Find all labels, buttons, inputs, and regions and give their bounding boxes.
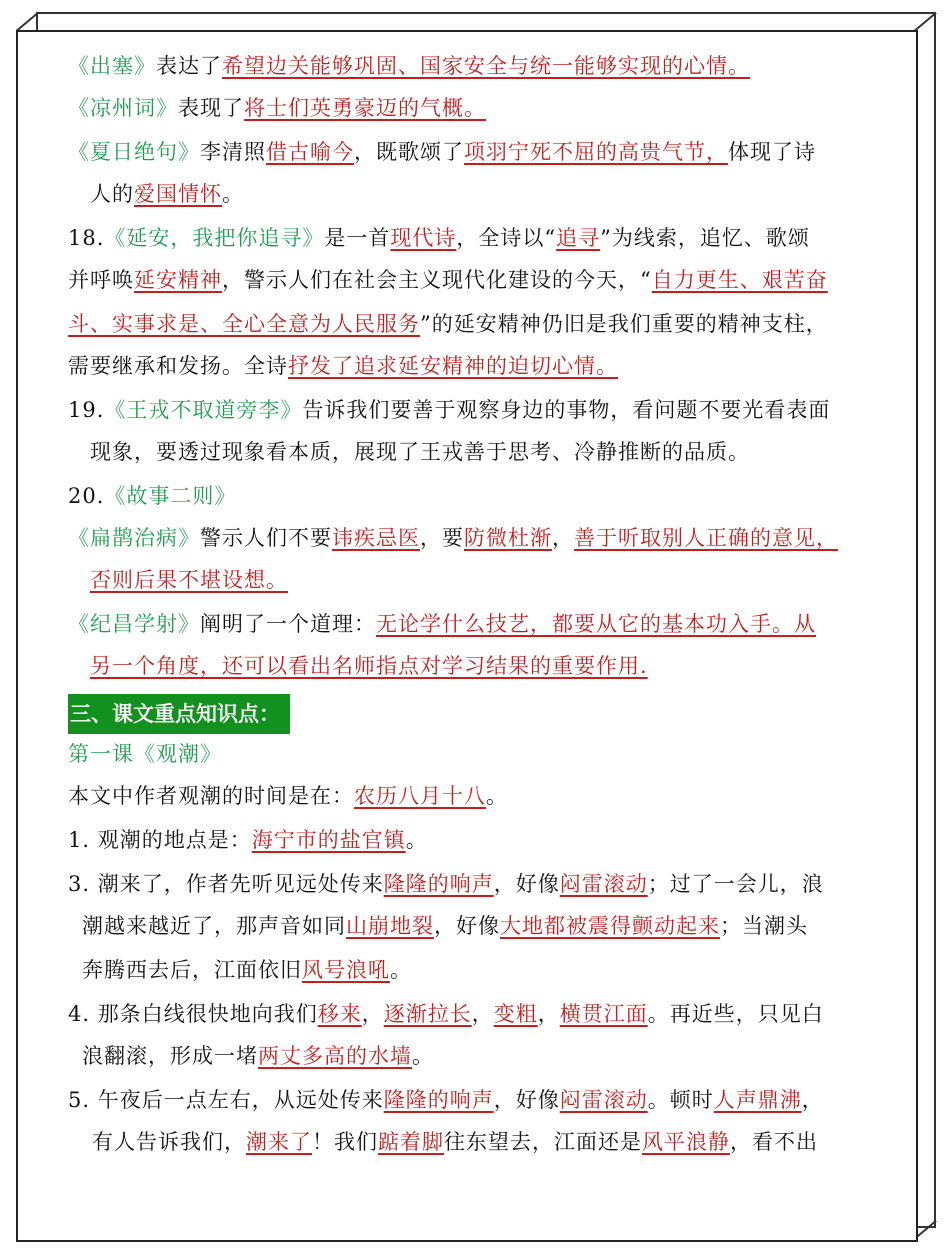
body-text: 告诉我们要善于观察身边的事物，看问题不要光看表面 — [302, 398, 831, 422]
key-answer-text: 横贯江面 — [559, 1002, 648, 1026]
body-text: 本文中作者观潮的时间是在： — [68, 784, 354, 808]
key-answer-text: 追寻 — [556, 226, 601, 250]
key-answer-text: 自力更生、艰苦奋 — [651, 268, 828, 292]
key-answer-text: 善于听取别人正确的意见， — [574, 526, 838, 550]
body-text: ”为线索，追忆、歌颂 — [600, 226, 810, 250]
body-text: 20. — [68, 484, 105, 508]
text-line — [68, 138, 816, 166]
body-text: ， — [361, 1002, 384, 1026]
key-answer-text: 延安精神 — [134, 268, 222, 292]
text-line — [90, 438, 750, 466]
body-text: 。 — [412, 1044, 434, 1068]
body-text: ， — [471, 1002, 494, 1026]
key-answer-text: 海宁市的盐官镇 — [251, 828, 406, 852]
text-line — [68, 396, 830, 424]
section-heading — [68, 694, 290, 734]
body-text: ，看不出 — [730, 1130, 818, 1154]
text-line — [90, 180, 244, 208]
body-text: ！我们 — [312, 1130, 378, 1154]
key-answer-text: 希望边关能够巩固、国家安全与统一能够实现的心情。 — [222, 54, 750, 78]
body-text: 。顿时 — [647, 1088, 714, 1112]
body-text: ， — [801, 1088, 824, 1112]
key-answer-text: 闷雷滚动 — [559, 872, 648, 896]
body-text: ，警示人们在社会主义现代化建设的今天，“ — [222, 268, 652, 292]
body-text: 潮越来越近了，那声音如同 — [82, 914, 346, 938]
body-text: 往东望去，江面还是 — [444, 1130, 642, 1154]
title-text: 《故事二则》 — [104, 484, 237, 508]
key-answer-text: 山崩地裂 — [346, 914, 434, 938]
body-text: 。 — [390, 958, 412, 982]
title-text: 第一课《观潮》 — [68, 742, 222, 766]
text-line — [90, 652, 648, 680]
title-text: 《扁鹊治病》 — [68, 526, 200, 550]
body-text: 19. — [68, 398, 105, 422]
key-answer-text: 斗、实事求是、全心全意为人民服务 — [68, 312, 420, 336]
key-answer-text: 两丈多高的水墙 — [258, 1044, 412, 1068]
body-text: ”的延安精神仍旧是我们重要的精神支柱， — [420, 312, 828, 336]
text-line — [82, 912, 808, 940]
body-text: ，好像 — [434, 914, 500, 938]
body-text: 警示人们不要 — [200, 526, 332, 550]
text-line — [68, 310, 828, 338]
title-text: 《王戎不取道旁李》 — [104, 398, 303, 422]
title-text: 《延安，我把你追寻》 — [104, 226, 325, 250]
key-answer-text: 讳疾忌医 — [332, 526, 420, 550]
body-text: 18. — [68, 226, 105, 250]
body-text: 1. 观潮的地点是： — [68, 828, 252, 852]
body-text: ，好像 — [493, 1088, 560, 1112]
text-line — [68, 94, 486, 122]
text-line — [82, 1042, 434, 1070]
text-line — [82, 956, 412, 984]
text-line — [68, 1086, 824, 1114]
body-text: 有人告诉我们， — [92, 1130, 246, 1154]
text-line — [68, 482, 236, 510]
body-text: 5. 午夜后一点左右，从远处传来 — [68, 1088, 384, 1112]
title-text: 《夏日绝句》 — [68, 140, 200, 164]
key-answer-text: 风平浪静 — [642, 1130, 730, 1154]
key-answer-text: 闷雷滚动 — [559, 1088, 648, 1112]
text-line — [68, 266, 828, 294]
body-text: 4. 那条白线很快地向我们 — [68, 1002, 318, 1026]
body-text: ；当潮头 — [720, 914, 808, 938]
body-text: ， — [552, 526, 574, 550]
text-line — [68, 224, 810, 252]
key-answer-text: 变粗 — [493, 1002, 538, 1026]
body-text: 浪翻滚，形成一堵 — [82, 1044, 258, 1068]
text-line — [68, 352, 618, 380]
body-text: ，全诗以“ — [456, 226, 557, 250]
key-answer-text: 项羽宁死不屈的高贵气节， — [464, 140, 728, 164]
key-answer-text: 抒发了追求延安精神的迫切心情。 — [288, 354, 618, 378]
key-answer-text: 潮来了 — [246, 1130, 312, 1154]
body-text: 并呼唤 — [68, 268, 134, 292]
body-text: 。 — [405, 828, 428, 852]
section-heading-text: 三、课文重点知识点： — [70, 702, 280, 726]
text-line — [68, 1000, 824, 1028]
key-answer-text: 将士们英勇豪迈的气概。 — [244, 96, 486, 120]
text-line — [68, 782, 508, 810]
key-answer-text: 农历八月十八 — [354, 784, 486, 808]
body-text: 现象，要透过现象看本质，展现了王戎善于思考、冷静推断的品质。 — [90, 440, 750, 464]
body-text: 。 — [486, 784, 508, 808]
body-text: 。再近些，只见白 — [647, 1002, 824, 1026]
title-text: 《纪昌学射》 — [68, 612, 200, 636]
body-text: 是一首 — [324, 226, 391, 250]
key-answer-text: 移来 — [317, 1002, 362, 1026]
key-answer-text: 逐渐拉长 — [383, 1002, 472, 1026]
text-line — [68, 740, 222, 768]
body-text: 人的 — [90, 182, 134, 206]
key-answer-text: 踮着脚 — [378, 1130, 444, 1154]
body-text: 奔腾西去后，江面依旧 — [82, 958, 302, 982]
body-text: 阐明了一个道理： — [200, 612, 376, 636]
body-text: ，要 — [420, 526, 464, 550]
body-text: 李清照 — [200, 140, 266, 164]
text-line — [92, 1128, 818, 1156]
key-answer-text: 否则后果不堪设想。 — [90, 568, 288, 592]
key-answer-text: 人声鼎沸 — [713, 1088, 802, 1112]
key-answer-text: 无论学什么技艺，都要从它的基本功入手。从 — [376, 612, 816, 636]
body-text: ，好像 — [493, 872, 560, 896]
key-answer-text: 爱国情怀 — [134, 182, 222, 206]
title-text: 《凉州词》 — [68, 96, 178, 120]
body-text: 。 — [222, 182, 244, 206]
text-line — [68, 524, 838, 552]
body-text: 表达了 — [156, 54, 222, 78]
body-text: 表现了 — [178, 96, 244, 120]
key-answer-text: 防微杜渐 — [464, 526, 552, 550]
text-line — [68, 610, 816, 638]
key-answer-text: 隆隆的响声 — [383, 1088, 494, 1112]
body-text: ；过了一会儿，浪 — [647, 872, 824, 896]
key-answer-text: 大地都被震得颤动起来 — [500, 914, 720, 938]
body-text: 需要继承和发扬。全诗 — [68, 354, 288, 378]
key-answer-text: 借古喻今 — [266, 140, 354, 164]
text-line — [90, 566, 288, 594]
text-line — [68, 52, 750, 80]
text-line — [68, 826, 428, 854]
body-text: 体现了诗 — [728, 140, 816, 164]
body-text: ， — [537, 1002, 560, 1026]
key-answer-text: 现代诗 — [390, 226, 457, 250]
body-text: ，既歌颂了 — [354, 140, 464, 164]
key-answer-text: 风号浪吼 — [302, 958, 390, 982]
body-text: 3. 潮来了，作者先听见远处传来 — [68, 872, 384, 896]
text-line — [68, 870, 824, 898]
key-answer-text: 另一个角度，还可以看出名师指点对学习结果的重要作用. — [90, 654, 648, 678]
title-text: 《出塞》 — [68, 54, 156, 78]
key-answer-text: 隆隆的响声 — [383, 872, 494, 896]
